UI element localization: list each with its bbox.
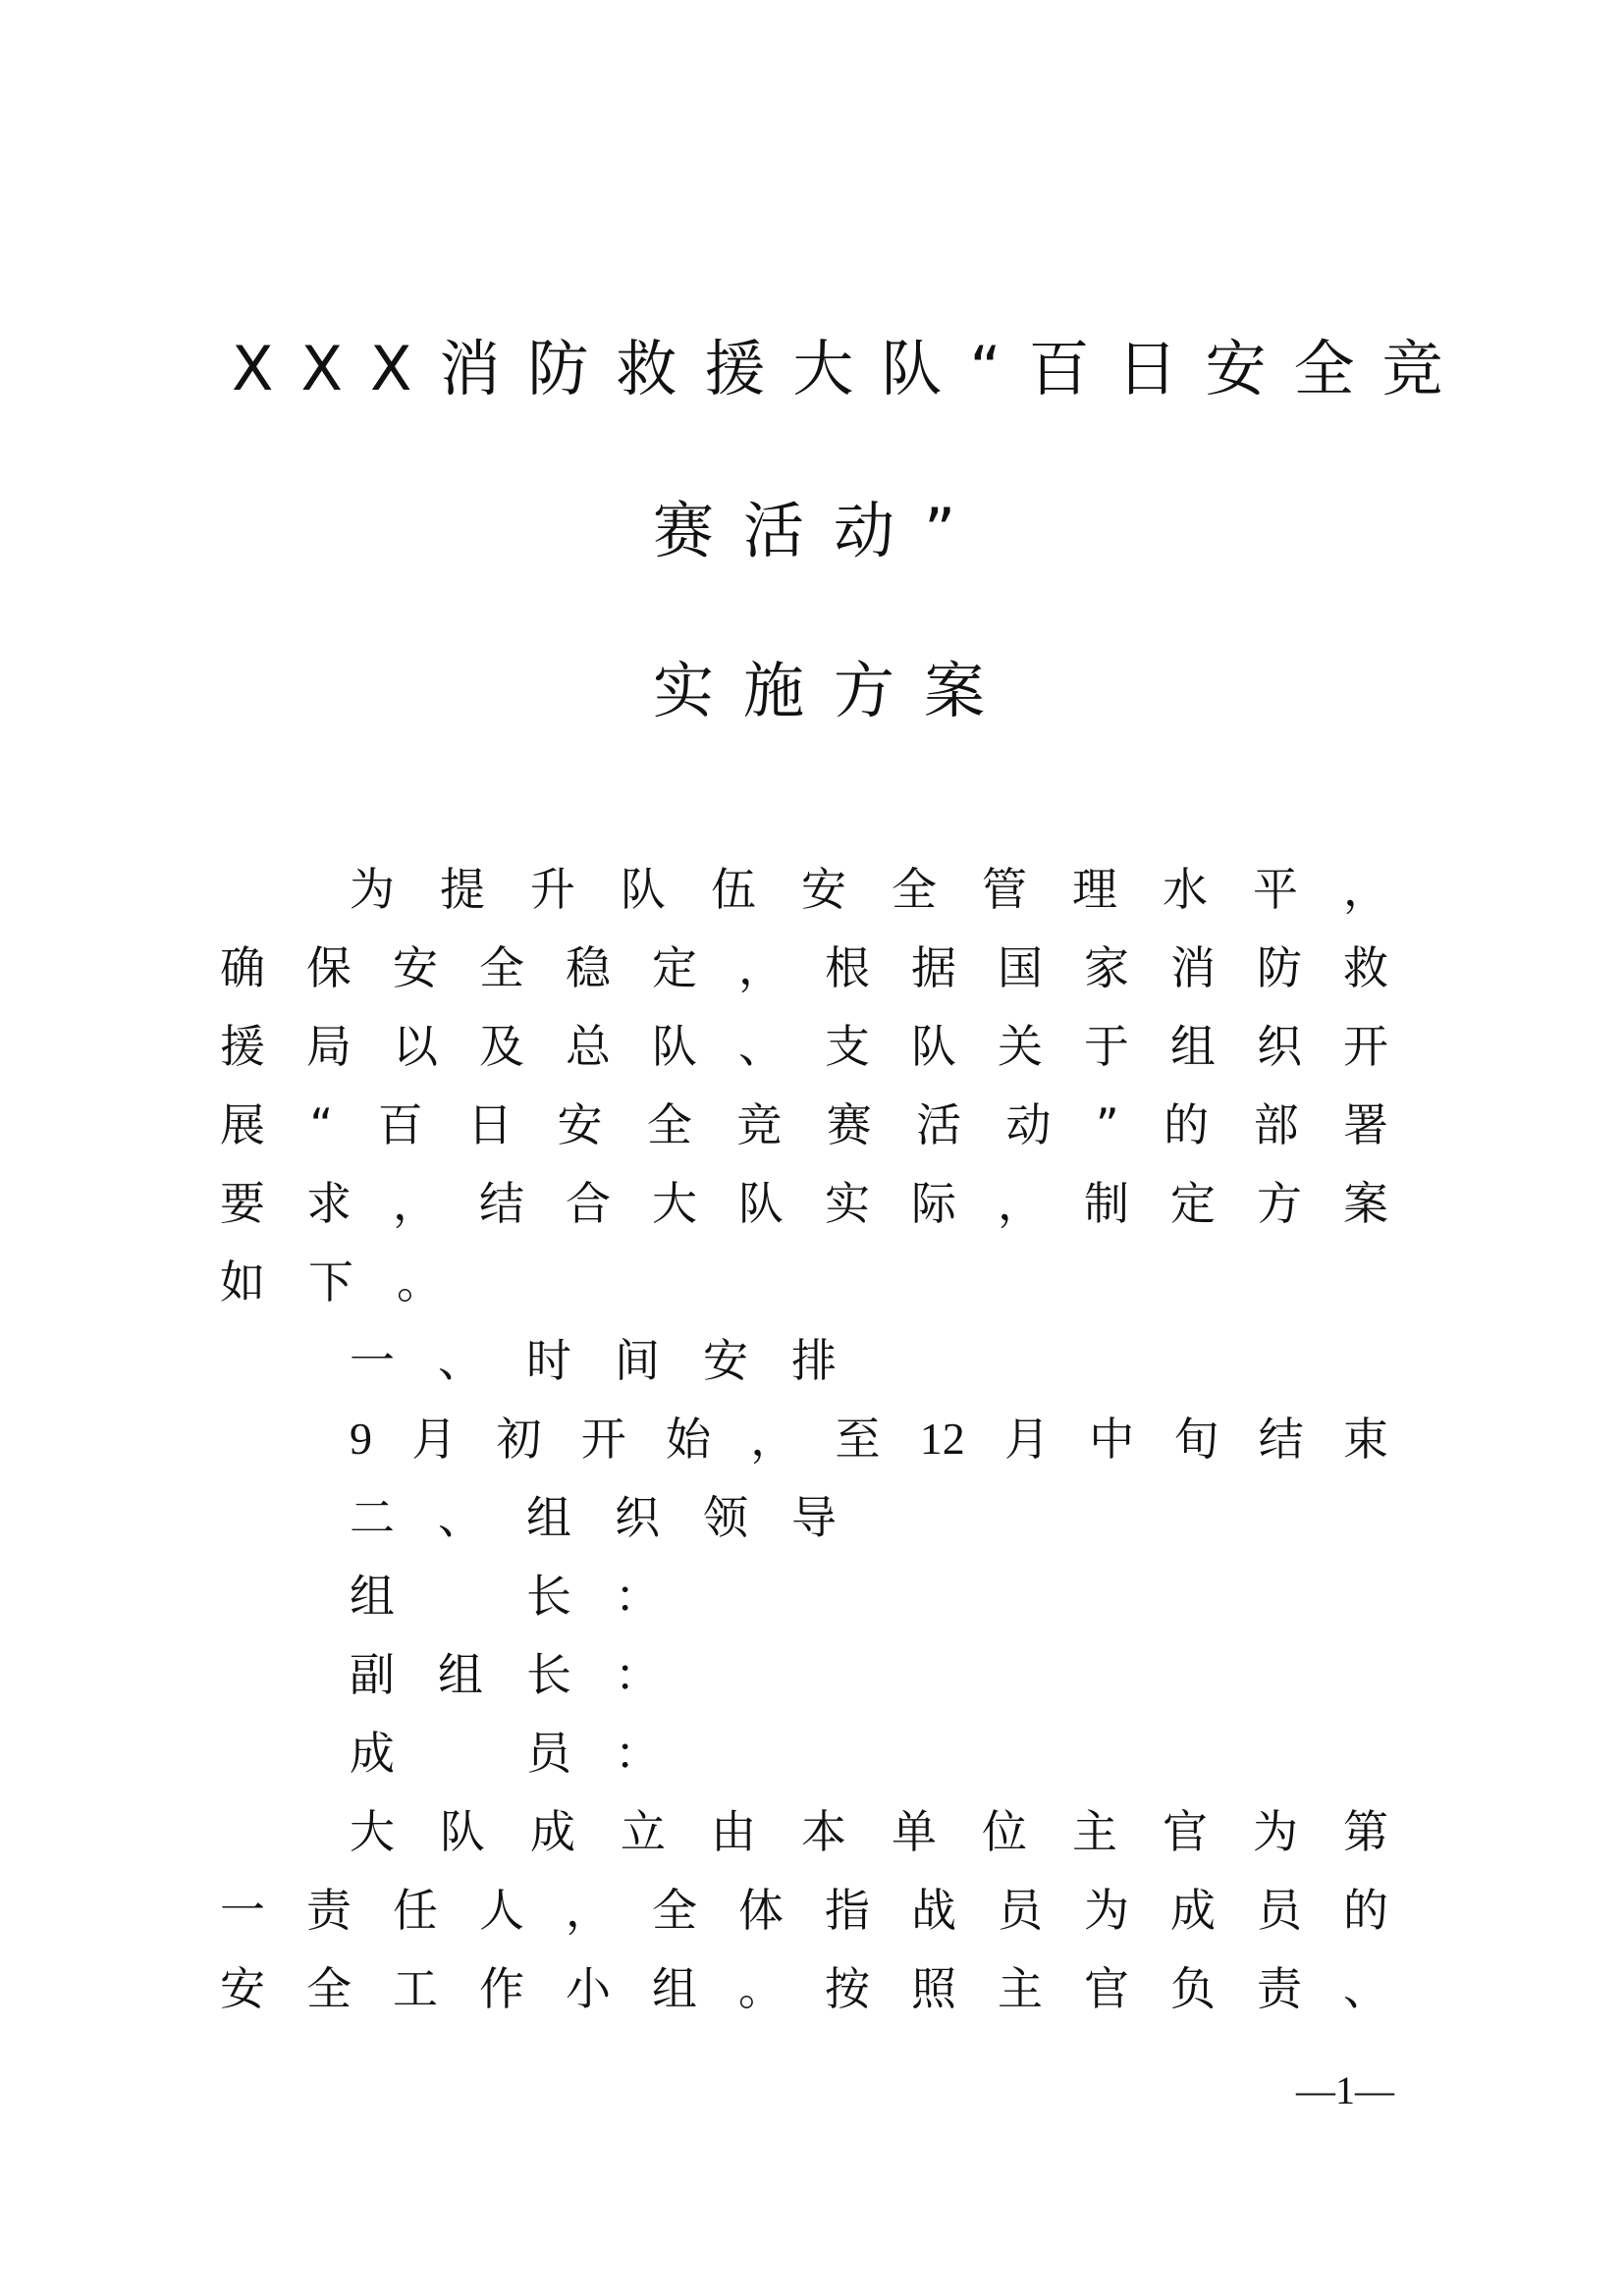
glyph: 指 [825,1884,870,1937]
glyph: 副 [350,1648,395,1701]
glyph: 队 [652,1020,697,1073]
glyph: 旬 [1173,1413,1219,1466]
glyph: 间 [615,1334,660,1387]
glyph: 理 [1072,863,1117,916]
glyph: 的 [1343,1884,1388,1937]
body-line [350,860,1388,919]
glyph: 排 [791,1334,837,1387]
glyph: 体 [738,1884,784,1937]
glyph: 为 [1253,1805,1298,1858]
page-number: —1— [1296,2068,1394,2112]
glyph [438,1724,483,1783]
document-title-line-3: 实施方案 [653,655,1015,726]
glyph: 百 [377,1098,423,1151]
glyph: 12 [919,1414,965,1464]
glyph: 官 [1163,1805,1208,1858]
glyph: 安 [801,863,846,916]
glyph: 日 [467,1098,514,1151]
glyph: 月 [1004,1413,1050,1466]
glyph: 长 [526,1570,571,1623]
glyph: 成 [1170,1884,1216,1937]
glyph: 国 [998,941,1043,994]
glyph: 由 [711,1805,756,1858]
glyph: 安 [220,1962,265,2015]
glyph: ， [750,1413,796,1466]
glyph: ： [615,1648,660,1701]
glyph: 合 [566,1177,611,1230]
glyph: 际 [911,1177,956,1230]
glyph: 本 [801,1805,846,1858]
glyph: 为 [350,863,395,916]
glyph: 如 [220,1255,265,1308]
glyph: 求 [306,1177,352,1230]
body-line [220,1174,1388,1233]
body-line [350,1802,1388,1861]
glyph: ： [615,1727,660,1780]
glyph: 照 [911,1962,956,2015]
glyph: 责 [1257,1962,1302,2015]
section-heading-organization [350,1488,1388,1547]
glyph: 提 [440,863,485,916]
glyph: 局 [306,1020,352,1073]
glyph: 官 [1084,1962,1129,2015]
glyph: 、 [738,1020,784,1073]
glyph: 时 [526,1334,571,1387]
glyph: 成 [530,1805,575,1858]
glyph: 总 [566,1020,611,1073]
body-line [220,1881,1388,1940]
glyph: 案 [1343,1177,1388,1230]
glyph: 、 [438,1334,483,1387]
glyph: ， [738,941,784,994]
glyph: 组 [438,1648,483,1701]
glyph: 组 [526,1491,571,1544]
glyph: 平 [1253,863,1298,916]
glyph: 9 [350,1414,372,1464]
body-line [220,1095,1388,1154]
glyph: 实 [825,1177,870,1230]
glyph: 大 [652,1177,697,1230]
section-heading-time [350,1331,1388,1390]
glyph: 水 [1163,863,1208,916]
glyph: 开 [1343,1020,1388,1073]
glyph: 组 [350,1570,395,1623]
glyph: 导 [791,1491,837,1544]
body-line-schedule [350,1410,1388,1468]
body-line [220,1253,1388,1311]
glyph: 开 [580,1413,626,1466]
glyph: 初 [496,1413,542,1466]
glyph: 下 [308,1255,353,1308]
glyph: 单 [892,1805,937,1858]
glyph: 要 [220,1177,265,1230]
glyph: 队 [621,863,666,916]
glyph: 束 [1343,1413,1388,1466]
glyph: 援 [220,1020,265,1073]
glyph: 保 [306,941,352,994]
glyph: 队 [440,1805,485,1858]
glyph: 组 [1170,1020,1216,1073]
body-line [220,1959,1388,2018]
glyph: 长 [526,1648,571,1701]
glyph: 结 [1258,1413,1304,1466]
glyph: 据 [911,941,956,994]
glyph: 负 [1170,1962,1216,2015]
glyph: 定 [1170,1177,1216,1230]
glyph: 织 [1257,1020,1302,1073]
glyph: 人 [479,1884,524,1937]
glyph: 竞 [736,1098,783,1151]
glyph: 的 [1164,1098,1210,1151]
glyph [438,1567,483,1626]
deputy-leader-label [350,1645,1388,1704]
glyph: 、 [438,1491,483,1544]
glyph: ” [1095,1098,1119,1151]
glyph: 部 [1253,1098,1299,1151]
glyph: 作 [479,1962,524,2015]
glyph: 。 [397,1255,442,1308]
glyph: 及 [479,1020,524,1073]
glyph: 以 [393,1020,438,1073]
glyph: 为 [1084,1884,1129,1937]
glyph: 支 [825,1020,870,1073]
glyph: 小 [566,1962,611,2015]
glyph: 、 [1343,1962,1388,2015]
glyph: 活 [916,1098,962,1151]
body-line [220,938,1388,997]
leader-label [350,1567,1388,1626]
glyph: ， [998,1177,1043,1230]
glyph: 队 [911,1020,956,1073]
glyph: 。 [738,1962,784,2015]
glyph: 家 [1084,941,1129,994]
glyph: 员 [1257,1884,1302,1937]
glyph: ， [393,1177,438,1230]
glyph: 位 [982,1805,1027,1858]
glyph: 管 [982,863,1027,916]
glyph: “ [309,1098,334,1151]
document-title-line-2: 赛活动” [653,495,986,566]
glyph: 于 [1084,1020,1129,1073]
glyph: ， [1343,863,1388,916]
glyph: 第 [1343,1805,1388,1858]
glyph: 全 [652,1884,697,1937]
glyph: 安 [393,941,438,994]
glyph: 根 [825,941,870,994]
glyph: 确 [220,941,265,994]
glyph: 安 [703,1334,748,1387]
glyph: 至 [835,1413,881,1466]
glyph: 展 [220,1098,265,1151]
glyph: 安 [557,1098,603,1151]
glyph: 动 [1005,1098,1052,1151]
glyph: 主 [998,1962,1043,2015]
glyph: 成 [350,1727,395,1780]
glyph: 赛 [826,1098,872,1151]
glyph: 署 [1342,1098,1388,1151]
glyph: 救 [1343,941,1388,994]
glyph: 全 [479,941,524,994]
glyph: 中 [1089,1413,1135,1466]
glyph: 稳 [566,941,611,994]
glyph: 防 [1257,941,1302,994]
glyph: 工 [393,1962,438,2015]
glyph: 升 [530,863,575,916]
glyph: 立 [621,1805,666,1858]
glyph: 主 [1072,1805,1117,1858]
glyph: 伍 [711,863,756,916]
glyph: 定 [652,941,697,994]
glyph: 一 [350,1334,395,1387]
glyph: 领 [703,1491,748,1544]
glyph: 一 [220,1884,265,1937]
glyph: 关 [998,1020,1043,1073]
glyph: 责 [306,1884,352,1937]
glyph: 全 [892,863,937,916]
glyph: 战 [911,1884,956,1937]
document-title-line-1: XXX消防救援大队“百日安全竞 [232,333,1471,404]
glyph: 二 [350,1491,395,1544]
glyph: 全 [306,1962,352,2015]
glyph: 结 [479,1177,524,1230]
glyph: 组 [652,1962,697,2015]
glyph: 员 [526,1727,571,1780]
glyph: 方 [1257,1177,1302,1230]
glyph: 织 [615,1491,660,1544]
glyph: 大 [350,1805,395,1858]
members-label [350,1724,1388,1783]
glyph: 全 [646,1098,692,1151]
glyph: 消 [1170,941,1216,994]
glyph: 员 [998,1884,1043,1937]
glyph: ： [615,1570,660,1623]
glyph: 按 [825,1962,870,2015]
glyph: 任 [393,1884,438,1937]
glyph: 队 [738,1177,784,1230]
glyph: ， [566,1884,611,1937]
glyph: 月 [411,1413,458,1466]
glyph: 始 [666,1413,711,1466]
body-line [220,1017,1388,1076]
glyph: 制 [1084,1177,1129,1230]
